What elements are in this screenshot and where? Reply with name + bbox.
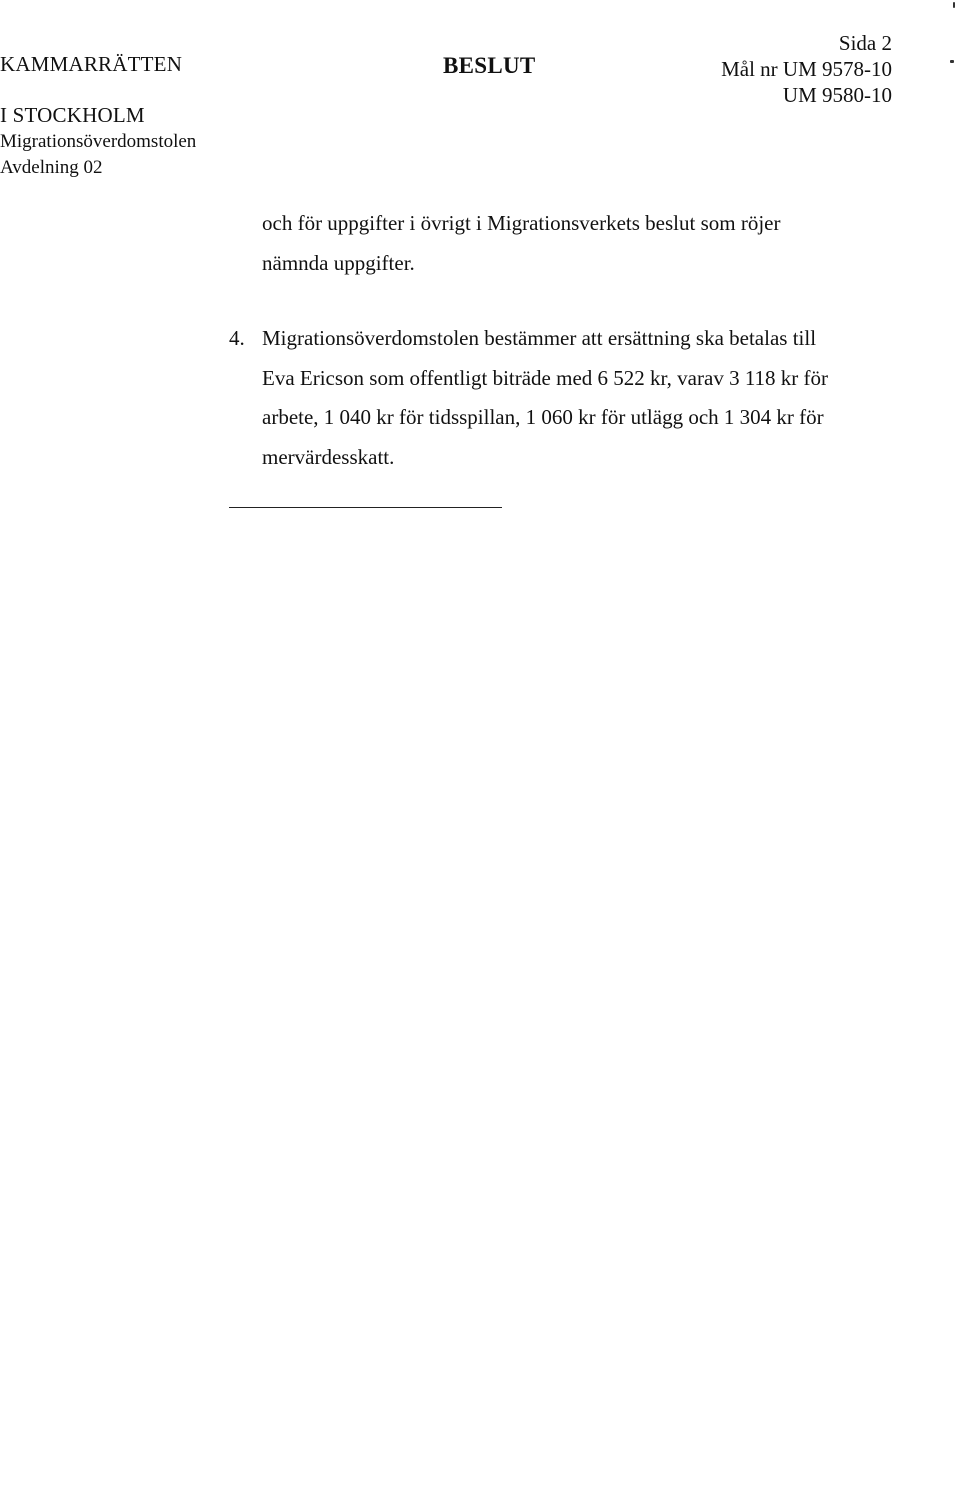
page-number: Sida 2	[838, 31, 892, 55]
court-name: KAMMARRÄTTEN	[0, 52, 183, 76]
case-number: Mål nr UM 9578-10	[721, 57, 892, 81]
court-unit: Avdelning 02	[0, 157, 103, 178]
paragraph-line: nämnda uppgifter.	[262, 251, 415, 275]
case-number-secondary: UM 9580-10	[782, 83, 892, 107]
scan-speck	[950, 60, 954, 63]
court-city: I STOCKHOLM	[0, 103, 145, 127]
scan-speck	[953, 2, 955, 8]
paragraph-line: Migrationsöverdomstolen bestämmer att ersättning ska betalas till	[262, 326, 817, 350]
document-type-heading: BESLUT	[443, 53, 536, 78]
paragraph-line: Eva Ericson som offentligt biträde med 6 522 kr, varav 3 118 kr för	[262, 366, 829, 390]
paragraph-line: och för uppgifter i övrigt i Migrationsverkets beslut som röjer	[262, 211, 781, 235]
paragraph-line: mervärdesskatt.	[262, 445, 395, 469]
paragraph-number: 4.	[229, 326, 245, 350]
end-of-decision-rule	[229, 507, 502, 508]
court-division: Migrationsöverdomstolen	[0, 131, 197, 152]
paragraph-line: arbete, 1 040 kr för tidsspillan, 1 060 kr för utlägg och 1 304 kr för	[262, 405, 824, 429]
